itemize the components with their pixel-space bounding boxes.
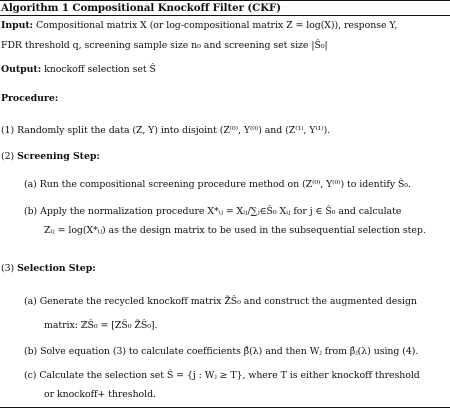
step-3a-number: (a) (24, 296, 37, 307)
step-2-number: (2) (1, 151, 15, 162)
step-3c-text-1: Calculate the selection set Ŝ = {j : Wⱼ ≥ T}, where T is either knockoff threshold (39, 370, 420, 381)
step-2 (1, 151, 100, 163)
title-rule (0, 15, 450, 16)
step-2b-number: (b) (24, 206, 38, 217)
step-3b-number: (b) (24, 346, 38, 357)
step-3-label: Selection Step: (17, 263, 96, 274)
output-text: knockoff selection set Ŝ (44, 64, 156, 75)
step-3a-text-1: Generate the recycled knockoff matrix Z̃Ŝ₀ and construct the augmented design (39, 296, 417, 307)
step-1 (1, 125, 330, 137)
step-2b-line-2: Zᵢⱼ = log(X*ᵢⱼ) as the design matrix to be used in the subsequential selection step. (44, 225, 426, 236)
input-line-2: FDR threshold q, screening sample size n₀ and screening set size |Ŝ₀| (1, 40, 328, 51)
step-2a (24, 179, 411, 191)
step-2a-number: (a) (24, 179, 37, 190)
step-3c-line-2: or knockoff+ threshold. (44, 389, 156, 400)
input-label: Input: (1, 20, 34, 31)
bottom-rule (0, 407, 450, 408)
step-2a-text: Run the compositional screening procedure method on (Z⁽⁰⁾, Y⁽⁰⁾) to identify Ŝ₀. (39, 179, 411, 190)
step-3c-number: (c) (24, 370, 37, 381)
step-1-number: (1) (1, 125, 15, 136)
output-label: Output: (1, 64, 42, 75)
step-3a-line-1 (24, 296, 417, 308)
algorithm-title: Algorithm 1 Compositional Knockoff Filter (CKF) (1, 2, 281, 14)
step-3c-line-1 (24, 370, 420, 382)
step-1-text: Randomly split the data (Z, Y) into disjoint (Z⁽⁰⁾, Y⁽⁰⁾) and (Z⁽¹⁾, Y⁽¹⁾). (17, 125, 331, 136)
output-line (1, 64, 156, 76)
input-line-1 (1, 20, 397, 32)
input-text-1: Compositional matrix X (or log-compositional matrix Z = log(X)), response Y, (36, 20, 398, 31)
step-2b-line-1 (24, 206, 401, 218)
step-3-number: (3) (1, 263, 15, 274)
step-2-label: Screening Step: (17, 151, 100, 162)
step-3b-text: Solve equation (3) to calculate coefficients β̂(λ) and then Wⱼ from β̂ⱼ(λ) using (4). (40, 346, 419, 357)
procedure-label: Procedure: (1, 93, 59, 104)
step-3b (24, 346, 418, 358)
top-rule (0, 0, 450, 1)
step-2b-text-1: Apply the normalization procedure X*ᵢⱼ = Xᵢⱼ/∑ⱼ∈Ŝ₀ Xᵢⱼ for j ∈ Ŝ₀ and calculate (40, 206, 402, 217)
step-3 (1, 263, 96, 275)
step-3a-line-2: matrix: ℤŜ₀ = [ZŜ₀ Z̃Ŝ₀]. (44, 320, 158, 331)
